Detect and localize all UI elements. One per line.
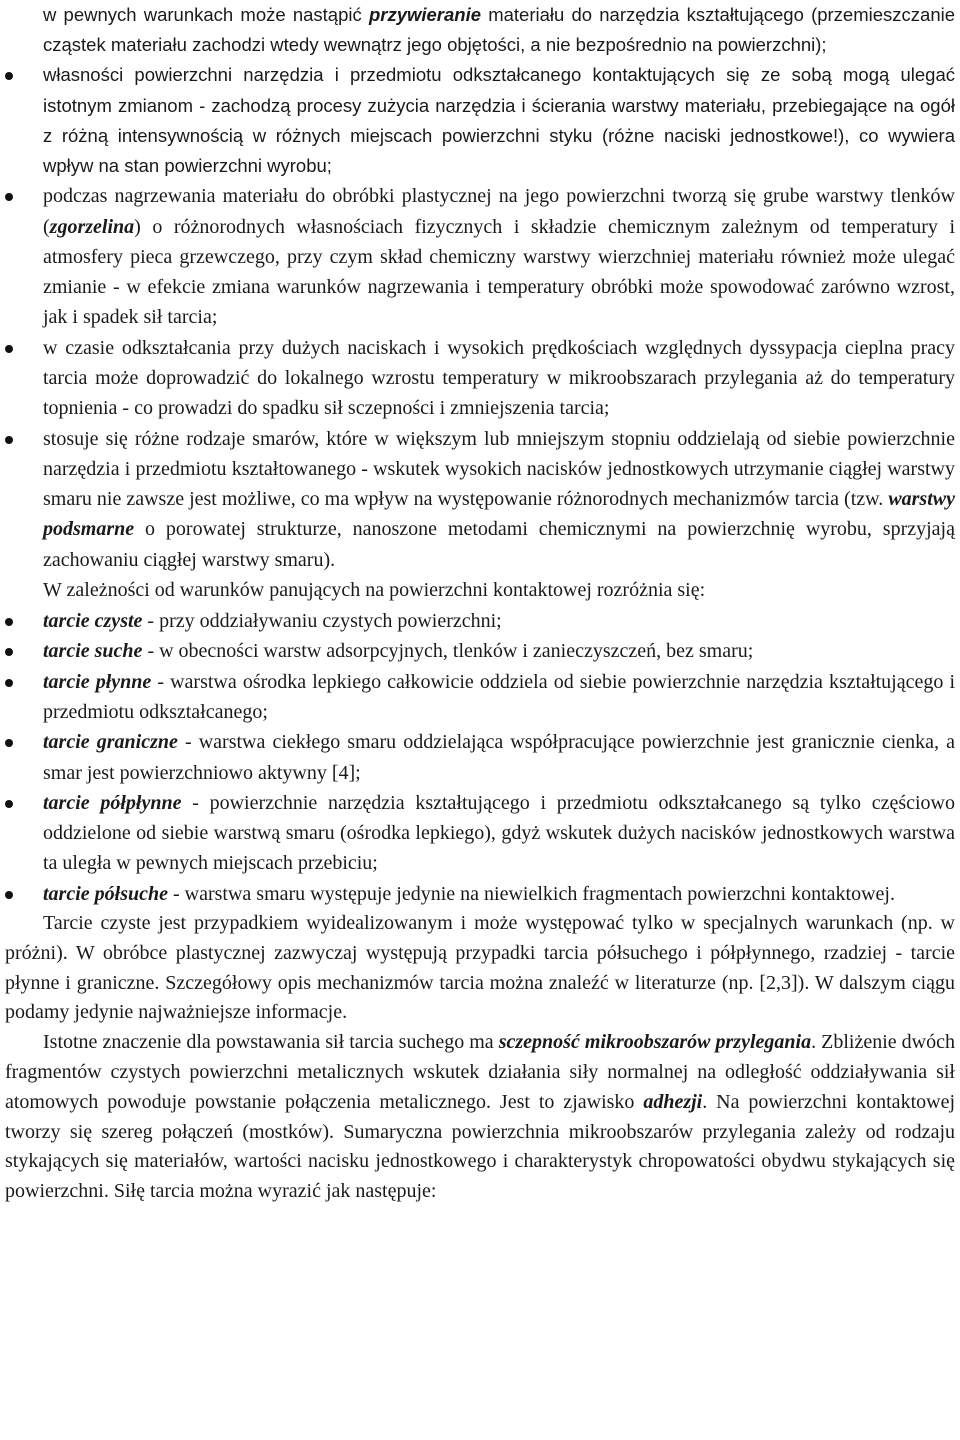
list-item-text: w pewnych warunkach może nastąpić przywieranie materiału do narzędzia kształtującego (przemieszczanie cząstek materiału zachodzi wtedy wewnątrz jego objętości, a nie bezpośrednio na powierzchni); xyxy=(43,4,956,56)
list-item xyxy=(5,60,955,181)
list-item-text: własności powierzchni narzędzia i przedmiotu odkształcanego kontaktujących się ze sobą mogą ulegać istotnym zmianom - zachodzą procesy zużycia narzędzia i ścierania warstwy materiału, przebiegające na ogół z różną intensywnością w różnych miejscach powierzchni styku (różne naciski jednostkowe!), co wywiera wpływ na stan powierzchni wyrobu; xyxy=(43,64,955,177)
bullet-icon xyxy=(5,193,13,201)
list-item xyxy=(5,667,955,728)
definition: - warstwa ciekłego smaru oddzielająca współpracujące powierzchnie jest granicznie cienka, a smar jest powierzchniowo aktywny [4]; xyxy=(43,731,955,784)
paragraph-pure-friction: Tarcie czyste jest przypadkiem wyidealizowanym i może występować tylko w specjalnych warunkach (np. w próżni). W obróbce plastycznej zazwyczaj występują przypadki tarcia półsuchego i półpłynnego, rzadziej - tarcie płynne i graniczne. Szczegółowy opis mechanizmów tarcia można znaleźć w literaturze (np. [2,3]). W dalszym ciągu podamy jedynie najważniejsze informacje. xyxy=(5,912,955,1024)
term: tarcie półsuche xyxy=(43,882,168,905)
definition: - powierzchnie narzędzia kształtującego i przedmiotu odkształcanego są tylko częściowo oddzielone od siebie warstwą smaru (ośrodka lepkiego), gdyż wskutek dużych nacisków jednostkowych warstwa ta uległa w pewnych miejscach przebiciu; xyxy=(43,791,955,875)
list-item xyxy=(5,0,955,60)
bullet-icon xyxy=(5,436,13,444)
list-item xyxy=(5,424,955,575)
intro-line: W zależności od warunków panujących na powierzchni kontaktowej rozróżnia się: xyxy=(43,579,706,602)
bullet-icon xyxy=(5,618,13,626)
list-item xyxy=(5,606,955,636)
bullet-icon xyxy=(5,739,13,747)
definition: - warstwa ośrodka lepkiego całkowicie oddziela od siebie powierzchnie narzędzia kształtującego i przedmiotu odkształcanego; xyxy=(43,670,956,723)
bullet-icon xyxy=(5,891,13,899)
paragraph-adhesion: Istotne znaczenie dla powstawania sił tarcia suchego ma sczepność mikroobszarów przylegania. Zbliżenie dwóch fragmentów czystych powierzchni metalicznych wskutek działania siły normalnej na odległość oddziaływania sił atomowych powoduje powstanie połączenia metalicznego. Jest to zjawisko adhezji. Na powierzchni kontaktowej tworzy się szereg połączeń (mostków). Sumaryczna powierzchnia mikroobszarów przylegania zależy od rodzaju stykających się materiałów, wartości nacisku jednostkowego i charakterystyk chropowatości obydwu stykających się powierzchni. Siłę tarcia można wyrazić jak następuje: xyxy=(5,1031,956,1203)
term: tarcie płynne xyxy=(43,670,152,693)
term: tarcie suche xyxy=(43,640,143,663)
definition: - przy oddziaływaniu czystych powierzchni; xyxy=(142,610,502,633)
list-item xyxy=(5,333,955,424)
list-item xyxy=(5,636,955,666)
list-item-text: w czasie odkształcania przy dużych naciskach i wysokich prędkościach względnych dyssypacja cieplna pracy tarcia może doprowadzić do lokalnego wzrostu temperatury w mikroobszarach przylegania aż do temperatury topnienia - co prowadzi do spadku sił sczepności i zmniejszenia tarcia; xyxy=(43,336,955,420)
bullet-icon xyxy=(5,800,13,808)
term: tarcie półpłynne xyxy=(43,791,182,814)
term: tarcie graniczne xyxy=(43,731,178,754)
document-page xyxy=(5,0,955,1207)
bullet-icon xyxy=(5,679,13,687)
list-item xyxy=(5,181,955,332)
list-item-text: stosuje się różne rodzaje smarów, które w większym lub mniejszym stopniu oddzielają od siebie powierzchnie narzędzia i przedmiotu kształtowanego - wskutek wysokich nacisków jednostkowych utrzymanie ciągłej warstwy smaru nie zawsze jest możliwe, co ma wpływ na występowanie różnorodnych mechanizmów tarcia (tzw. warstwy podsmarne o porowatej strukturze, nanoszone metodami chemicznymi na powierzchnię wyrobu, sprzyjają zachowaniu ciągłej warstwy smaru). xyxy=(43,427,955,571)
bullet-icon xyxy=(5,345,13,353)
friction-types-list xyxy=(5,606,955,909)
definition: - w obecności warstw adsorpcyjnych, tlenków i zanieczyszczeń, bez smaru; xyxy=(142,640,754,663)
list-item-text: podczas nagrzewania materiału do obróbki plastycznej na jego powierzchni tworzą się grube warstwy tlenków (zgorzelina) o różnorodnych własnościach fizycznych i składzie chemicznym zależnym od temperatury i atmosfery pieca grzewczego, przy czym skład chemiczny warstwy wierzchniej materiału również może ulegać zmianie - w efekcie zmiana warunków nagrzewania i temperatury obróbki może spowodować zarówno wzrost, jak i spadek sił tarcia; xyxy=(43,185,955,329)
bullet-icon xyxy=(5,648,13,656)
factors-list xyxy=(5,0,955,575)
list-item xyxy=(5,788,955,879)
list-item xyxy=(5,879,955,909)
bullet-icon xyxy=(5,72,13,80)
list-item xyxy=(5,727,955,788)
term: tarcie czyste xyxy=(43,610,143,633)
definition: - warstwa smaru występuje jedynie na niewielkich fragmentach powierzchni kontaktowej. xyxy=(168,882,895,905)
